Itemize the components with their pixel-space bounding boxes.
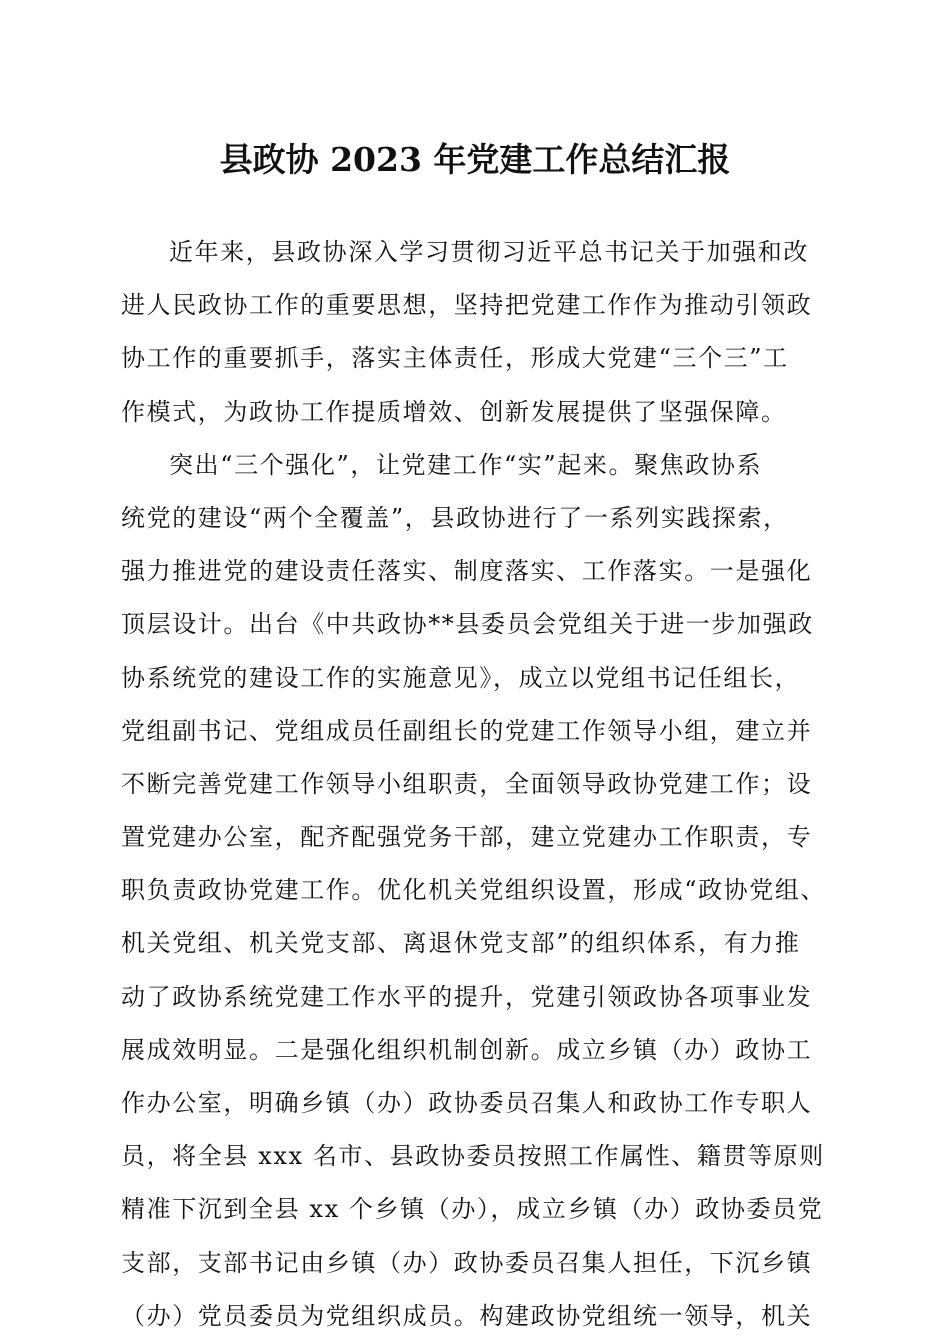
paragraph-2-line-8: 置党建办公室，配齐配强党务干部，建立党建办工作职责，专 (121, 823, 813, 852)
paragraph-2-line-2: 统党的建设“两个全覆盖”，县政协进行了一系列实践探索， (121, 503, 789, 532)
paragraph-2-line-10: 机关党组、机关党支部、离退休党支部”的组织体系，有力推 (121, 929, 801, 958)
paragraph-1-line-1: 近年来，县政协深入学习贯彻习近平总书记关于加强和改 (169, 238, 809, 266)
paragraph-2-line-15: 精准下沉到全县 xx 个乡镇（办），成立乡镇（办）政协委员党 (121, 1195, 824, 1224)
document-body (121, 226, 841, 1343)
paragraph-2-line-14: 员，将全县 xxx 名市、县政协委员按照工作属性、籍贯等原则 (121, 1142, 825, 1171)
paragraph-2-line-6: 党组副书记、党组成员任副组长的党建工作领导小组，建立并 (121, 716, 813, 745)
paragraph-1-line-3: 协工作的重要抓手，落实主体责任，形成大党建“三个三”工 (121, 344, 789, 373)
paragraph-2-line-4: 顶层设计。出台《中共政协**县委员会党组关于进一步加强政 (121, 610, 814, 639)
paragraph-2-line-12: 展成效明显。二是强化组织机制创新。成立乡镇（办）政协工 (121, 1035, 813, 1064)
paragraph-2-line-5: 协系统党的建设工作的实施意见》，成立以党组书记任组长， (121, 663, 801, 692)
paragraph-1-line-4: 作模式，为政协工作提质增效、创新发展提供了坚强保障。 (121, 397, 787, 426)
paragraph-1-line-2: 进人民政协工作的重要思想，坚持把党建工作作为推动引领政 (121, 291, 813, 320)
paragraph-2-line-1: 突出“三个强化”，让党建工作“实”起来。聚焦政协系 (169, 450, 763, 479)
paragraph-2-line-9: 职负责政协党建工作。优化机关党组织设置，形成“政协党组、 (121, 876, 827, 905)
paragraph-2-line-11: 动了政协系统党建工作水平的提升，党建引领政协各项事业发 (121, 982, 813, 1011)
paragraph-2-line-7: 不断完善党建工作领导小组职责，全面领导政协党建工作；设 (121, 769, 813, 798)
paragraph-2-line-17: （办）党员委员为党组织成员。构建政协党组统一领导，机关 (121, 1301, 813, 1330)
paragraph-2-line-16: 支部，支部书记由乡镇（办）政协委员召集人担任，下沉乡镇 (121, 1248, 813, 1277)
paragraph-2-line-13: 作办公室，明确乡镇（办）政协委员召集人和政协工作专职人 (121, 1089, 813, 1117)
document-title: 县政协 2023 年党建工作总结汇报 (219, 140, 731, 179)
paragraph-2-line-3: 强力推进党的建设责任落实、制度落实、工作落实。一是强化 (121, 557, 813, 586)
